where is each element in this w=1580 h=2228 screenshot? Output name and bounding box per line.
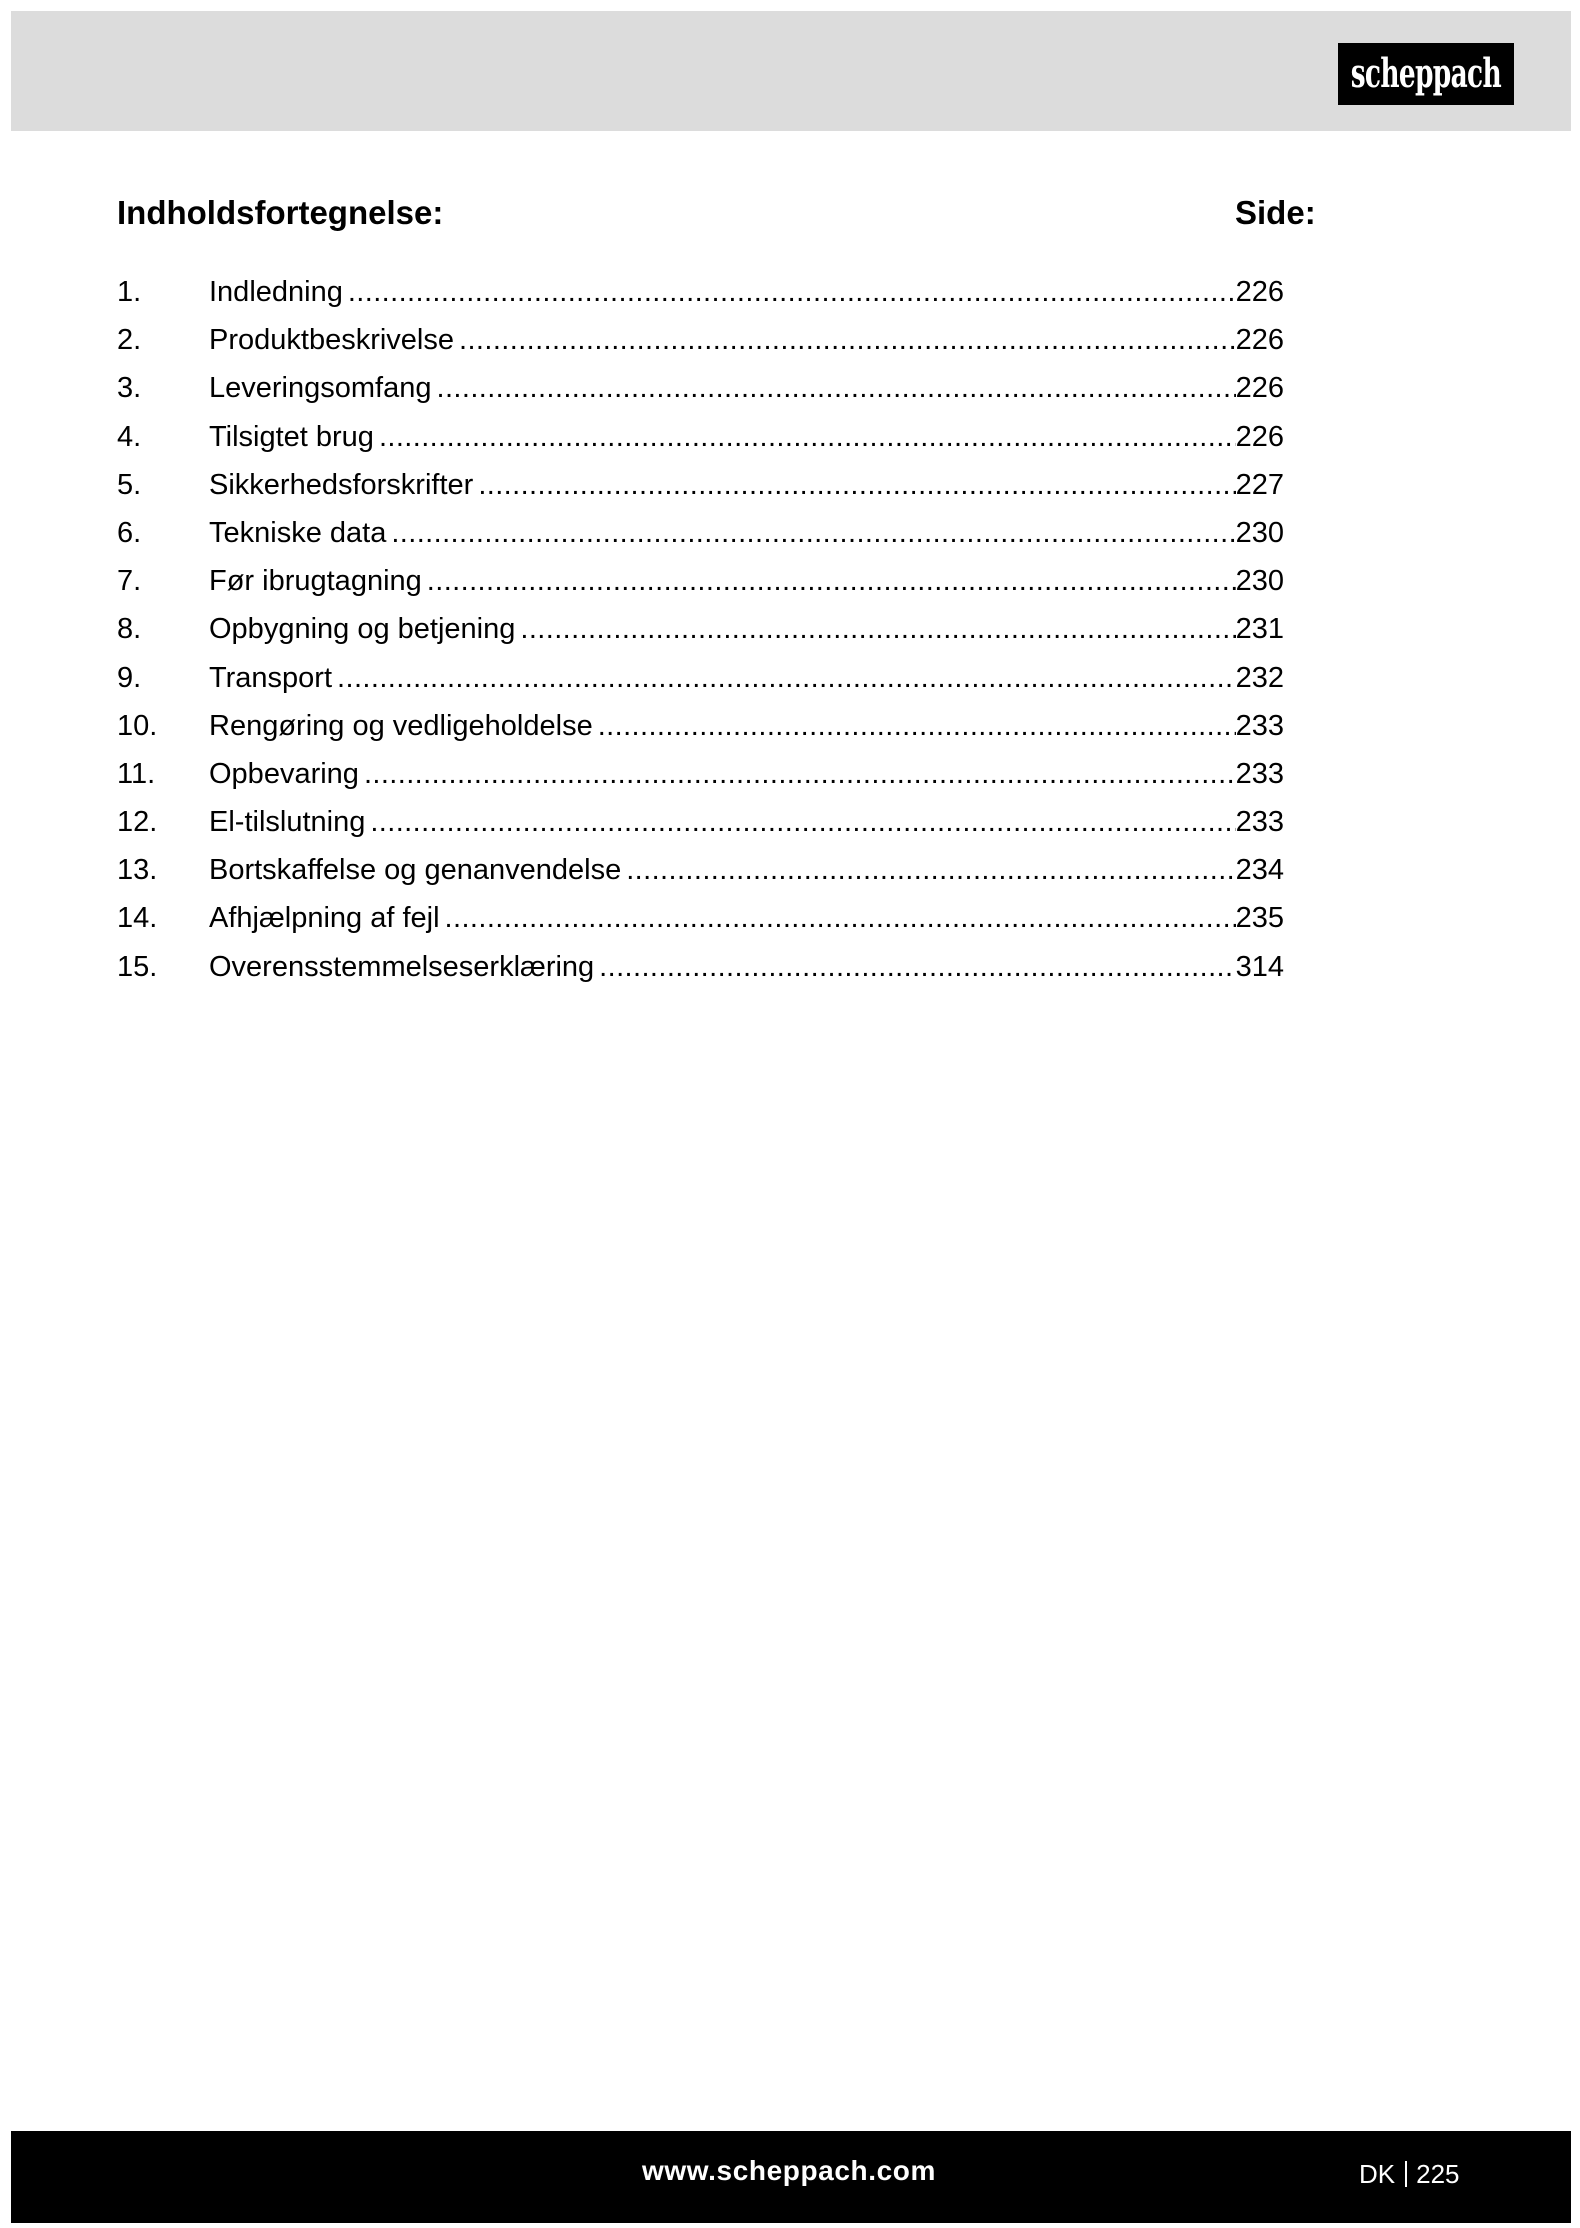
toc-entry (117, 750, 1284, 798)
toc-entry-page: 231 (1235, 613, 1284, 646)
toc-entry (117, 413, 1284, 461)
toc-entry-title: Tilsigtet brug (209, 420, 374, 453)
toc-entry-title: Bortskaffelse og genanvendelse (209, 854, 622, 887)
toc-entry-page: 233 (1235, 806, 1284, 839)
toc-entry (117, 316, 1284, 364)
scheppach-logo (1338, 43, 1514, 105)
toc-entry-number: 15. (117, 950, 158, 983)
toc-entry (117, 605, 1284, 653)
toc-entry (117, 943, 1284, 991)
toc-entry-title: Produktbeskrivelse (209, 324, 454, 357)
toc-entry (117, 894, 1284, 942)
toc-entry (117, 461, 1284, 509)
toc-entry (117, 364, 1284, 412)
toc-entry (117, 846, 1284, 894)
toc-entry-number: 9. (117, 661, 142, 694)
toc-entry-title: Indledning (209, 276, 343, 308)
toc-entry-page: 226 (1235, 420, 1284, 453)
dot-leader (359, 750, 1236, 798)
toc-entry-number: 5. (117, 468, 142, 501)
logo-text: scheppach (1350, 50, 1502, 97)
toc-entry-page: 230 (1235, 516, 1284, 549)
header-band (11, 11, 1571, 131)
dot-leader (515, 605, 1235, 653)
toc-entry (117, 654, 1284, 702)
toc-entry-number: 10. (117, 709, 158, 742)
toc-entry-number: 11. (117, 757, 156, 790)
toc-entry-number: 13. (117, 854, 158, 887)
toc-entry-number: 14. (117, 902, 158, 935)
dot-leader (332, 654, 1236, 702)
toc-entry (117, 509, 1284, 557)
toc-entry-number: 3. (117, 372, 142, 405)
toc-entry-title: Rengøring og vedligeholdelse (209, 709, 593, 742)
toc-entry (117, 268, 1284, 316)
dot-leader (343, 268, 1236, 316)
table-of-contents (117, 268, 1284, 991)
dot-leader (440, 894, 1236, 942)
dot-leader (422, 557, 1236, 605)
dot-leader (594, 943, 1235, 991)
footer-separator (1405, 2161, 1407, 2187)
dot-leader (386, 509, 1235, 557)
toc-entry-number: 12. (117, 806, 158, 839)
toc-entry-title: Tekniske data (209, 516, 387, 549)
footer-language: DK (1359, 2159, 1396, 2189)
dot-leader (431, 364, 1235, 412)
toc-entry-title: Opbevaring (209, 757, 359, 790)
dot-leader (454, 316, 1236, 364)
toc-entry (117, 557, 1284, 605)
dot-leader (593, 702, 1236, 750)
toc-entry-page: 227 (1235, 468, 1284, 501)
footer-page-info (1359, 2156, 1460, 2192)
dot-leader (621, 846, 1235, 894)
toc-entry-title: Før ibrugtagning (209, 565, 422, 598)
toc-page-header: Side: (1235, 194, 1316, 231)
toc-entry-number: 7. (117, 565, 142, 598)
toc-title: Indholdsfortegnelse: (117, 194, 444, 231)
toc-entry-title: Afhjælpning af fejl (209, 902, 440, 935)
toc-entry-title: Opbygning og betjening (209, 613, 516, 646)
toc-entry-page: 234 (1235, 854, 1284, 887)
toc-entry-number: 4. (117, 420, 142, 453)
toc-entry (117, 702, 1284, 750)
dot-leader (473, 461, 1235, 509)
toc-entry (117, 798, 1284, 846)
toc-entry-page: 314 (1235, 950, 1284, 983)
toc-entry-number: 1. (117, 276, 142, 308)
toc-entry-page: 226 (1235, 324, 1284, 357)
toc-entry-page: 230 (1235, 565, 1284, 598)
footer-page-number: 225 (1416, 2159, 1460, 2189)
toc-entry-page: 233 (1235, 709, 1284, 742)
toc-entry-page: 226 (1235, 276, 1284, 308)
toc-entry-number: 6. (117, 516, 142, 549)
dot-leader (374, 413, 1236, 461)
toc-entry-title: Sikkerhedsforskrifter (209, 468, 474, 501)
toc-entry-page: 232 (1235, 661, 1284, 694)
toc-entry-title: El-tilslutning (209, 806, 366, 839)
toc-entry-number: 2. (117, 324, 142, 357)
toc-entry-number: 8. (117, 613, 142, 646)
toc-entry-page: 226 (1235, 372, 1284, 405)
toc-entry-title: Leveringsomfang (209, 372, 432, 405)
toc-entry-title: Overensstemmelseserklæring (209, 950, 595, 983)
toc-entry-page: 235 (1235, 902, 1284, 935)
footer-website: www.scheppach.com (642, 2155, 936, 2186)
toc-entry-title: Transport (209, 661, 333, 694)
dot-leader (365, 798, 1235, 846)
toc-entry-page: 233 (1235, 757, 1284, 790)
